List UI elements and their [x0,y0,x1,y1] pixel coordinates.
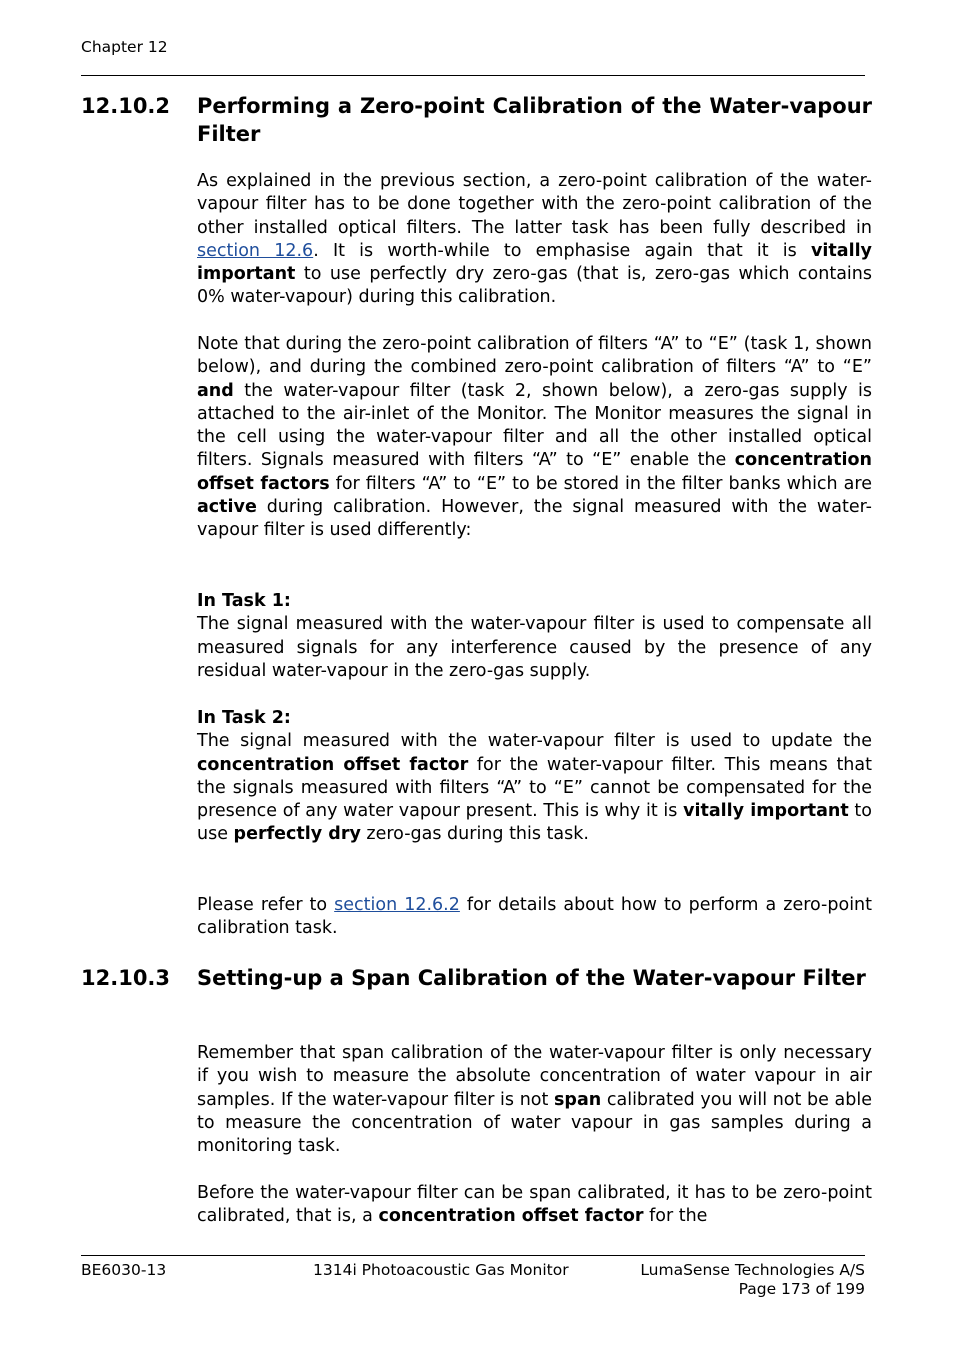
bold-text: perfectly dry [233,824,361,845]
text-run: calibrated you will not be able to measure the concentration of water vapour in gas samples during a monitoring task. [197,1089,872,1157]
text-run: for the [643,1206,708,1227]
section-title: Setting-up a Span Calibration of the Water-vapour Filter [197,966,866,990]
task-2-block [197,707,872,847]
text-run: to use perfectly dry zero-gas (that is, zero-gas which contains 0% water-vapour) during this calibration. [197,264,872,308]
text-run: to use [197,801,872,845]
section-12-6-link[interactable]: section 12.6 [197,240,314,261]
section-number: 12.10.3 [81,966,171,990]
text-run: . It is worth-while to emphasise again that it is [313,240,811,261]
bold-text: active [197,497,257,518]
task-1-heading: In Task 1: [197,591,291,611]
section-12-6-2-link[interactable]: section 12.6.2 [334,895,460,915]
section-number: 12.10.2 [81,94,171,118]
bold-text: and [197,380,234,401]
section-title: Performing a Zero-point Calibration of the Water-vapour Filter [197,94,872,146]
header-rule [81,75,865,76]
paragraph-intro [197,170,872,310]
section-heading-12-10-3 [81,964,872,992]
bold-text: vitally important [683,801,849,822]
bold-text: concentration offset factors [197,450,872,494]
text-run: Before the water-vapour filter can be span calibrated, it has to be zero-point calibrated, that is, a [197,1183,872,1227]
task-1-text: The signal measured with the water-vapour filter is used to compensate all measured signals for any interference caused by the presence of any residual water-vapour in the zero-gas supply. [197,614,872,681]
paragraph-refer [197,894,872,941]
section-heading-12-10-2 [81,92,872,148]
footer-rule [81,1255,865,1256]
page-number: Page 173 of 199 [738,1280,865,1298]
text-run: Note that during the zero-point calibration of filters “A” to “E” (task 1, shown below), and during the combined zero-point calibration of filters “A” to “E” [197,334,872,378]
doc-id: BE6030-13 [81,1261,167,1279]
bold-text: vitally important [197,240,872,285]
footer-right [640,1261,865,1299]
text-run: during calibration. However, the signal measured with the water-vapour filter is used differently: [197,497,872,541]
text-run: Please refer to [197,895,335,915]
text-run: for filters “A” to “E” to be stored in the filter banks which are [329,473,872,494]
paragraph-span-intro [197,1042,872,1158]
product-name: 1314i Photoacoustic Gas Monitor [313,1261,569,1279]
company-name: LumaSense Technologies A/S [640,1261,865,1279]
text-run: for the water-vapour filter. This means that the signals measured with filters “A” to “E” cannot be compensated for the presence of any water vapour present. This is why it is [197,754,872,822]
text-run: Remember that span calibration of the water-vapour filter is only necessary if you wish to measure the absolute concentration of water vapour in air samples. If the water-vapour filter is not [197,1043,872,1110]
paragraph-note [197,333,872,543]
paragraph-span-before [197,1182,872,1229]
text-run: As explained in the previous section, a zero-point calibration of the water-vapour filter has to be done together with the zero-point calibration of the other installed optical filters. The latter task has been fully described in [197,171,872,238]
text-run: for details about how to perform a zero-point calibration task. [197,895,873,939]
text-run: the water-vapour filter (task 2, shown below), a zero-gas supply is attached to the air-inlet of the Monitor. The Monitor measures the signal in the cell using the water-vapour filter and all the other installed optical filters. Signals measured with filters “A” to “E” enable the [197,380,872,471]
bold-text: concentration offset factor [197,754,469,775]
task-1-block [197,590,872,683]
chapter-label: Chapter 12 [81,38,168,56]
text-run: The signal measured with the water-vapour filter is used to update the [197,731,872,752]
text-run: zero-gas during this task. [360,824,589,845]
task-2-heading: In Task 2: [197,708,291,728]
bold-text: span [554,1089,602,1110]
bold-text: concentration offset factor [378,1206,644,1227]
